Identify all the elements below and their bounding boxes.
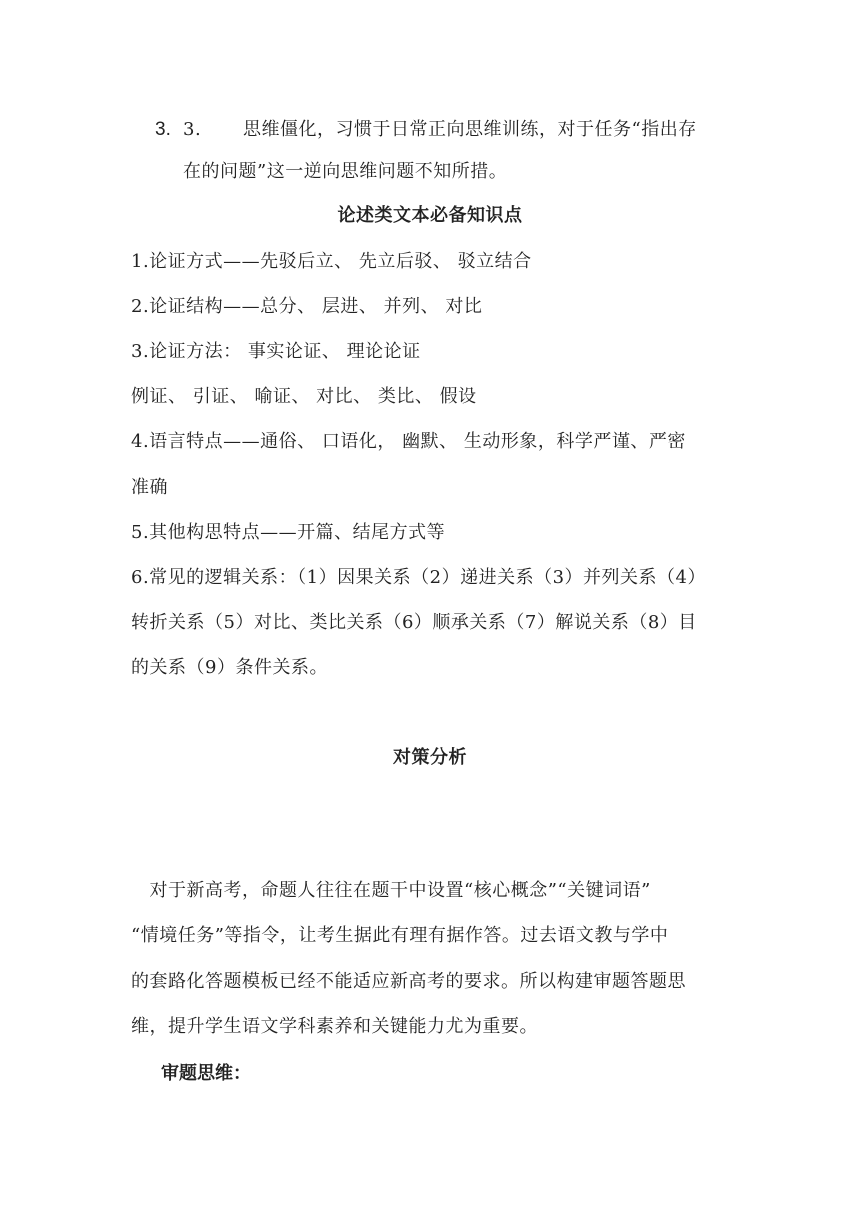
knowledge-line: 准确 — [131, 477, 168, 498]
list-item-line-2: 在的问题”这一逆向思维问题不知所措。 — [183, 161, 508, 182]
knowledge-line: 3.论证方法： 事实论证、 理论论证 — [131, 341, 421, 362]
paragraph-line: 的套路化答题模板已经不能适应新高考的要求。所以构建审题答题思 — [131, 971, 686, 992]
knowledge-line: 例证、 引证、 喻证、 对比、 类比、 假设 — [131, 386, 477, 407]
knowledge-line: 2.论证结构——总分、 层进、 并列、 对比 — [131, 296, 483, 317]
knowledge-line: 转折关系（5）对比、类比关系（6）顺承关系（7）解说关系（8）目 — [131, 612, 697, 633]
list-item-text: 思维僵化，习惯于日常正向思维训练，对于任务“指出存 — [243, 119, 697, 140]
knowledge-line: 1.论证方式——先驳后立、 先立后驳、 驳立结合 — [131, 251, 532, 272]
paragraph-line: 对于新高考，命题人往往在题干中设置“核心概念”“关键词语” — [131, 880, 651, 901]
list-item-number: 3. — [183, 119, 202, 140]
section-heading-knowledge: 论述类文本必备知识点 — [337, 205, 523, 226]
list-marker: 3. — [155, 119, 171, 140]
knowledge-line: 6.常见的逻辑关系：（1）因果关系（2）递进关系（3）并列关系（4） — [131, 567, 706, 588]
section-heading-strategy: 对策分析 — [393, 747, 467, 768]
knowledge-line: 5.其他构思特点——开篇、结尾方式等 — [131, 522, 446, 543]
knowledge-line: 4.语言特点——通俗、 口语化， 幽默、 生动形象，科学严谨、严密 — [131, 431, 686, 452]
knowledge-line: 的关系（9）条件关系。 — [131, 657, 328, 678]
list-item-line-1 — [183, 116, 697, 144]
paragraph-line: “情境任务”等指令，让考生据此有理有据作答。过去语文教与学中 — [131, 925, 669, 946]
paragraph-line: 维，提升学生语文学科素养和关键能力尤为重要。 — [131, 1016, 538, 1037]
subheading-review-thinking: 审题思维： — [161, 1063, 251, 1084]
